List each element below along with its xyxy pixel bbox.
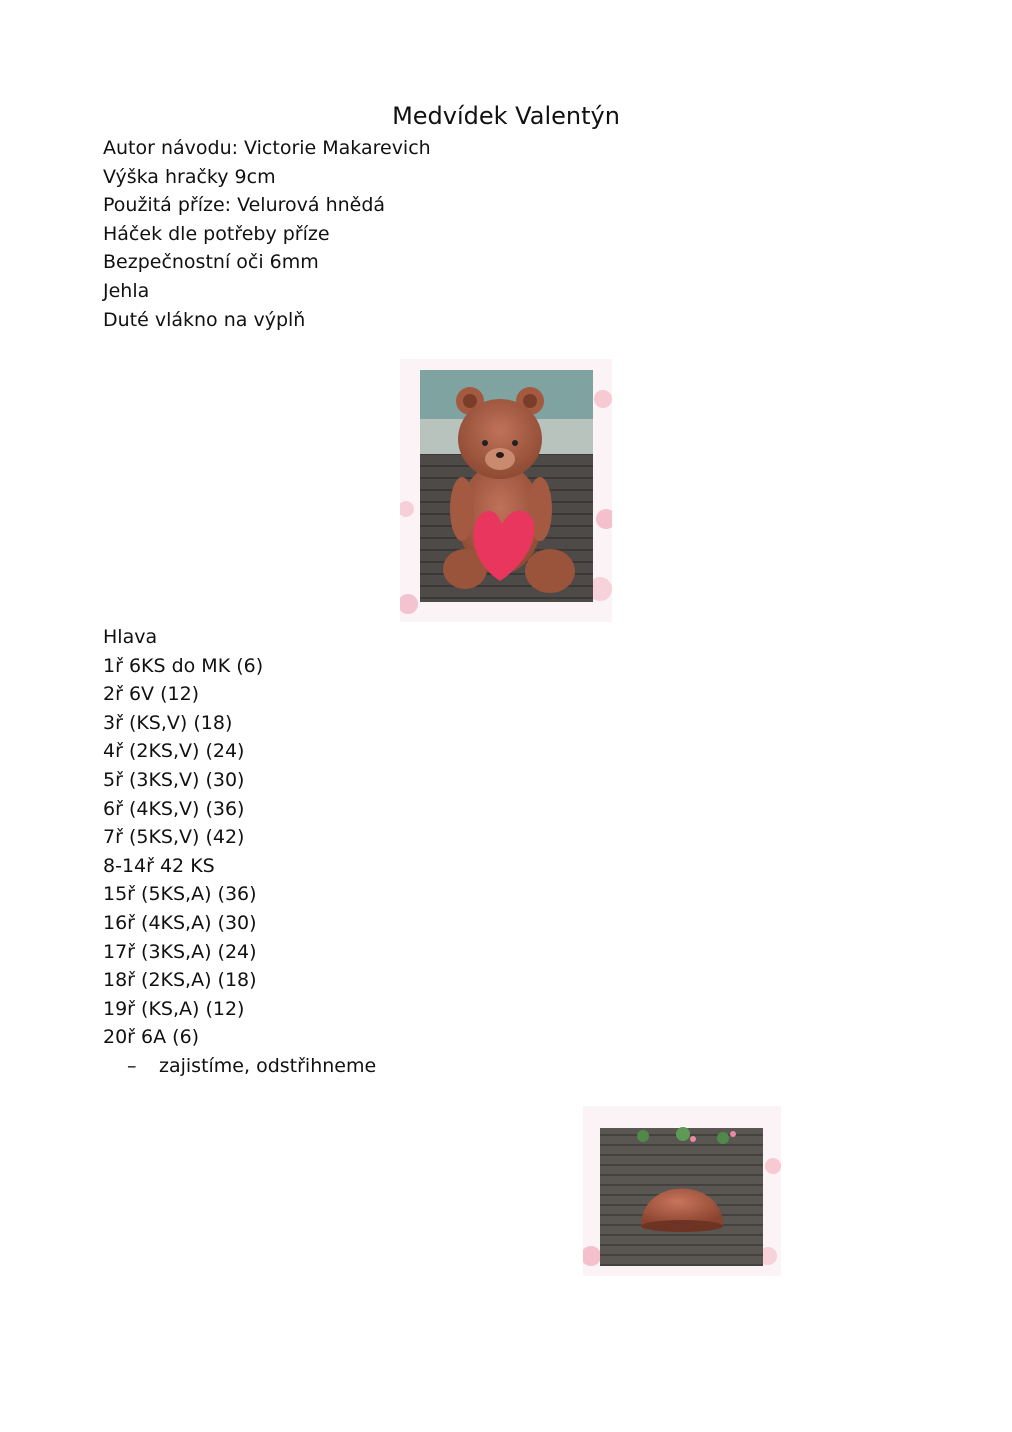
pattern-row: 15ř (5KS,A) (36) [103, 883, 257, 906]
pattern-row: 19ř (KS,A) (12) [103, 997, 245, 1020]
pattern-row: 3ř (KS,V) (18) [103, 711, 233, 734]
pattern-row: 20ř 6A (6) [103, 1026, 200, 1049]
pattern-row: 7ř (5KS,V) (42) [103, 826, 245, 849]
bullet-text: zajistíme, odstřihneme [159, 1054, 377, 1077]
pattern-row: 16ř (4KS,A) (30) [103, 911, 257, 934]
pattern-row: 4ř (2KS,V) (24) [103, 740, 245, 763]
author-line: Autor návodu: Victorie Makarevich [103, 137, 431, 159]
teddy-bear-photo [400, 359, 612, 622]
pattern-row: 6ř (4KS,V) (36) [103, 797, 245, 820]
eyes-line: Bezpečnostní oči 6mm [103, 251, 319, 274]
bullet-dash: – [127, 1054, 137, 1077]
page-title: Medvídek Valentýn [392, 102, 620, 130]
pattern-row: 5ř (3KS,V) (30) [103, 768, 245, 791]
pattern-row: 17ř (3KS,A) (24) [103, 940, 257, 963]
head-piece-photo [583, 1106, 781, 1276]
pattern-row: 1ř 6KS do MK (6) [103, 654, 264, 677]
finish-bullet [103, 1052, 376, 1081]
materials-list [103, 134, 431, 334]
yarn-line: Použitá příze: Velurová hnědá [103, 194, 386, 217]
hook-line: Háček dle potřeby příze [103, 222, 330, 245]
pattern-row: 18ř (2KS,A) (18) [103, 969, 257, 992]
stuffing-line: Duté vlákno na výplň [103, 308, 306, 331]
head-section [103, 623, 376, 1081]
needle-line: Jehla [103, 279, 150, 302]
height-line: Výška hračky 9cm [103, 165, 276, 188]
pattern-row: 8-14ř 42 KS [103, 854, 215, 877]
section-heading: Hlava [103, 626, 158, 648]
pattern-row: 2ř 6V (12) [103, 683, 200, 706]
